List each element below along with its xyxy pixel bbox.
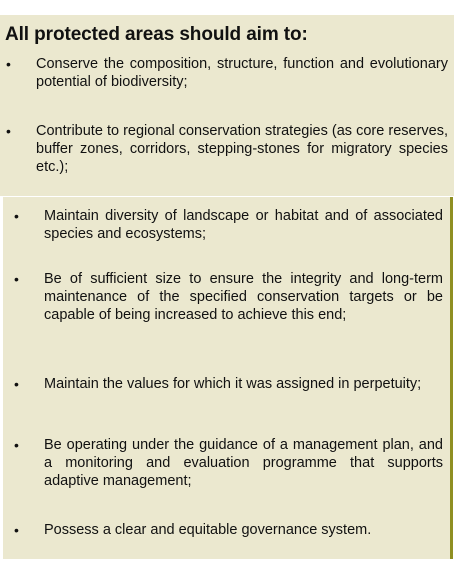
bullet-icon: • — [14, 376, 19, 392]
list-heading: All protected areas should aim to: — [5, 24, 308, 45]
list-item — [0, 122, 448, 176]
bullet-icon: • — [14, 522, 19, 538]
list-item — [3, 521, 443, 539]
list-item-text: Be of sufficient size to ensure the integrity and long-term maintenance of the specified conservation targets or be capable of being increased to achieve this end; — [44, 271, 443, 323]
list-item-text: Possess a clear and equitable governance system. — [44, 522, 372, 538]
list-item-text: Maintain the values for which it was assigned in perpetuity; — [44, 376, 422, 392]
list-item — [0, 55, 448, 91]
bullet-icon: • — [6, 56, 11, 72]
bullet-icon: • — [14, 208, 19, 224]
bullet-icon: • — [14, 271, 19, 287]
bullet-icon: • — [6, 123, 11, 139]
list-item — [3, 270, 443, 324]
list-item-text: Maintain diversity of landscape or habitat and of associated species and ecosystems; — [44, 208, 443, 242]
list-item — [3, 375, 443, 393]
bullet-icon: • — [14, 437, 19, 453]
list-item-text: Conserve the composition, structure, function and evolutionary potential of biodiversity; — [36, 56, 448, 90]
list-item — [3, 207, 443, 243]
list-item-text: Contribute to regional conservation strategies (as core reserves, buffer zones, corridors, stepping-stones for migratory species etc.); — [36, 123, 448, 175]
list-item-text: Be operating under the guidance of a management plan, and a monitoring and evaluation programme that supports adaptive management; — [44, 437, 443, 489]
list-item — [3, 436, 443, 490]
